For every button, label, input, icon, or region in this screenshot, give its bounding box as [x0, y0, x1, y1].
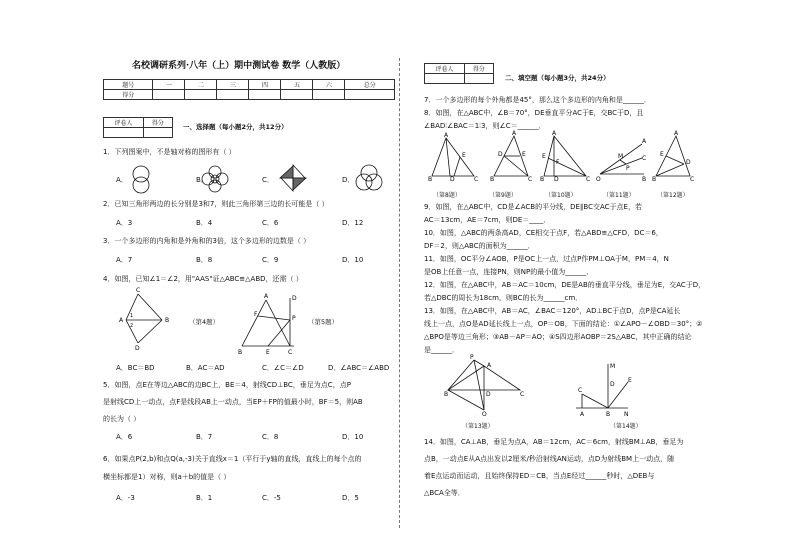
- q5-line2: 是射线CD上一动点，点F是线段AB上一动点，当EP＋FP的值最小时，BF＝5，则AB: [103, 398, 363, 406]
- figure-q9: [490, 132, 532, 182]
- svg-text:C: C: [520, 391, 525, 398]
- q1-opt-c[interactable]: C．: [262, 176, 274, 184]
- q2-opt-a[interactable]: A．3: [116, 219, 133, 227]
- score-cell[interactable]: [281, 90, 313, 100]
- svg-text:D: D: [135, 345, 140, 352]
- grader-cell[interactable]: [104, 128, 144, 138]
- svg-text:C: C: [578, 387, 583, 394]
- fold-line: [399, 58, 400, 528]
- page-title: 名校调研系列·八年（上）期中测试卷 数学（人教版）: [132, 61, 346, 71]
- svg-text:D: D: [554, 176, 559, 183]
- score-cell[interactable]: [313, 90, 345, 100]
- fig13-caption: （第13题）: [462, 423, 494, 430]
- figure-q5: [238, 293, 298, 358]
- score-col-header: 总分: [345, 80, 395, 90]
- q4-opt-a[interactable]: A．BC＝BD: [116, 364, 155, 372]
- q13-line2: 线上一点，点O是AD延长线上一点，OP＝OB，下面的结论：①∠APO－∠OBD＝30°；②: [424, 320, 703, 328]
- svg-text:P: P: [626, 165, 630, 172]
- q1-text: 1．下列图案中，不是轴对称的图形有（ ）: [103, 148, 236, 156]
- figure-q8: [428, 134, 478, 182]
- q14-line3: 着E点运动而运动，且始终保持ED＝CB，当点E经过______秒时，△DEB与: [424, 472, 655, 480]
- q1-opt-d[interactable]: D．: [342, 176, 355, 184]
- svg-text:C: C: [288, 349, 293, 356]
- svg-text:O: O: [482, 411, 487, 418]
- svg-text:B: B: [606, 411, 611, 418]
- svg-text:D: D: [498, 151, 503, 158]
- score-cell[interactable]: [153, 90, 185, 100]
- fig10-caption: （第10题）: [545, 192, 577, 199]
- svg-text:A: A: [580, 411, 585, 418]
- q5-opt-a[interactable]: A．6: [116, 433, 133, 441]
- grader-cell[interactable]: [464, 74, 493, 84]
- fig4-caption: （第4题）: [189, 318, 220, 326]
- q2-text: 2．已知三角形两边的长分别是3和7，则此三角形第三边的长可能是（ ）: [103, 200, 329, 208]
- score-col-header: 一: [153, 80, 185, 90]
- grader-score-label: 得分: [143, 118, 172, 128]
- q6-line1: 6．如果点P(2,b)和点Q(a,-3)关于直线x＝1（平行于y轴的直线，直线上的每个点的: [103, 455, 362, 463]
- q4-opt-b[interactable]: B．AC＝AD: [186, 364, 225, 372]
- score-row-label: 得分: [104, 90, 153, 100]
- q3-opt-b[interactable]: B．8: [196, 256, 213, 264]
- svg-text:C: C: [642, 155, 647, 162]
- fig12-caption: （第12题）: [657, 192, 689, 199]
- svg-text:F: F: [556, 159, 560, 166]
- q1-opt-b[interactable]: B．: [196, 176, 208, 184]
- svg-text:A: A: [444, 132, 449, 139]
- q2-opt-c[interactable]: C．6: [262, 219, 279, 227]
- svg-text:A: A: [512, 130, 517, 137]
- score-col-header: 三: [217, 80, 249, 90]
- svg-text:B: B: [165, 317, 170, 324]
- q9-line2: AC＝13cm，AE＝7cm，则DE＝____．: [424, 216, 551, 224]
- q14-line2: 点B，一动点E从A点出发以2厘米/秒沿射线AN运动，点D为射线BM上一动点，随: [424, 455, 675, 463]
- score-col-header: 五: [281, 80, 313, 90]
- svg-text:D: D: [292, 295, 297, 302]
- svg-text:O: O: [596, 176, 601, 183]
- svg-text:B: B: [490, 176, 495, 183]
- figure-q14: [572, 362, 632, 418]
- q3-opt-c[interactable]: C．9: [262, 256, 279, 264]
- q2-opt-d[interactable]: D．12: [342, 219, 364, 227]
- q5-line1: 5．如图，点E在等边△ABC的边BC上，BE＝4，射线CD⊥BC，垂足为点C，点P: [103, 381, 351, 389]
- svg-text:A: A: [264, 293, 269, 300]
- figure-q13: [444, 354, 526, 418]
- q6-opt-a[interactable]: A．-3: [116, 494, 135, 502]
- figure-pinwheel: [278, 163, 308, 193]
- grader-box-1: [103, 117, 173, 138]
- svg-text:B: B: [652, 176, 657, 183]
- score-cell[interactable]: [345, 90, 395, 100]
- q4-opt-c[interactable]: C．∠C＝∠D: [262, 364, 304, 372]
- svg-text:E: E: [266, 349, 270, 356]
- q5-opt-c[interactable]: C．8: [262, 433, 279, 441]
- svg-text:D: D: [610, 381, 615, 388]
- grader-cell[interactable]: [143, 128, 172, 138]
- svg-text:C: C: [474, 176, 479, 183]
- score-cell[interactable]: [249, 90, 281, 100]
- q3-text: 3．一个多边形的内角和是外角和的3倍，这个多边形的边数是（ ）: [103, 237, 311, 245]
- q5-line3: 的长为（ ）: [103, 415, 141, 423]
- svg-text:A: A: [674, 130, 679, 137]
- svg-text:2: 2: [130, 323, 134, 329]
- q2-opt-b[interactable]: B．4: [196, 219, 213, 227]
- q8-line1: 8．如图，在△ABC中，∠B＝70°，DE垂直平分AC于E，交BC于D，且: [424, 109, 644, 117]
- svg-text:P: P: [292, 315, 296, 322]
- svg-text:B: B: [642, 176, 647, 183]
- q13-line1: 13．如图，在△ABC中，AB＝AC，∠BAC＝120°，AD⊥BC于点D，点P是CA延长: [424, 307, 681, 315]
- q6-opt-d[interactable]: D．5: [342, 494, 359, 502]
- figure-q12: [652, 132, 694, 182]
- q14-line4: △BCA全等．: [424, 489, 465, 497]
- figure-q11: [596, 134, 646, 182]
- q13-line4: 是______．: [424, 346, 459, 354]
- score-table: [103, 79, 395, 100]
- svg-text:E: E: [628, 377, 632, 384]
- section1-heading: 一、选择题（每小题2分，共12分）: [183, 123, 288, 131]
- svg-text:1: 1: [130, 313, 134, 319]
- svg-text:A: A: [552, 130, 557, 137]
- svg-text:A: A: [642, 138, 647, 145]
- grader-score-label: 得分: [464, 64, 493, 74]
- svg-text:N: N: [624, 411, 629, 418]
- q4-opt-d[interactable]: D．∠ABC＝∠ABD: [328, 364, 390, 372]
- svg-text:B: B: [444, 391, 449, 398]
- q5-opt-d[interactable]: D．10: [342, 433, 364, 441]
- fig5-caption: （第5题）: [308, 318, 339, 326]
- svg-text:C: C: [586, 176, 591, 183]
- fig14-caption: （第14题）: [610, 423, 642, 430]
- svg-text:C: C: [528, 176, 533, 183]
- svg-text:E: E: [660, 151, 664, 158]
- svg-text:P: P: [470, 354, 474, 361]
- svg-text:B: B: [540, 176, 545, 183]
- q11-line2: 是OB上任意一点，连接PN，则NP的最小值为______．: [424, 268, 594, 276]
- figure-q4: [116, 288, 176, 350]
- svg-text:A: A: [487, 362, 492, 369]
- svg-text:A: A: [119, 317, 124, 324]
- q13-line3: △BPO是等边三角形；③AB－AP＝AO；④S四边形AOBP＝2S△ABC，其中正确的结论: [424, 333, 692, 341]
- score-col-header: 二: [185, 80, 217, 90]
- q3-opt-a[interactable]: A．7: [116, 256, 133, 264]
- q12-line1: 12．如图，在△ABC中，AB＝AC＝10cm，DE是AB的垂直平分线，垂足为E，交AC于D，: [424, 281, 706, 289]
- figure-double-circle: [128, 165, 154, 195]
- q4-text: 4．如图，已知∠1＝∠2，用"AAS"证△ABC≌△ABD，还需（ ）: [103, 275, 303, 283]
- score-cell[interactable]: [185, 90, 217, 100]
- svg-text:F: F: [254, 311, 258, 318]
- svg-text:E: E: [542, 153, 546, 160]
- figure-flower: [200, 164, 230, 194]
- fig8-caption: （第8题）: [433, 192, 461, 199]
- svg-text:B: B: [238, 349, 243, 356]
- score-col-header: 六: [313, 80, 345, 90]
- svg-text:E: E: [462, 152, 466, 159]
- grader-label: 评卷人: [425, 64, 465, 74]
- grader-cell[interactable]: [425, 74, 465, 84]
- q1-opt-a[interactable]: A．: [116, 176, 128, 184]
- q6-line2: 横坐标都是1）对称，则a＋b的值是（ ）: [103, 473, 231, 481]
- q8-line2: ∠BAD∶∠BAC＝1∶3，则∠C＝______．: [424, 122, 546, 130]
- figure-q10: [540, 132, 590, 182]
- svg-text:D: D: [486, 391, 491, 398]
- q12-line2: 若△DBC的周长为18cm，则BC的长为______cm．: [424, 294, 583, 302]
- svg-text:D: D: [450, 176, 455, 183]
- score-cell[interactable]: [217, 90, 249, 100]
- svg-text:C: C: [690, 176, 695, 183]
- svg-text:B: B: [428, 176, 433, 183]
- q3-opt-d[interactable]: D．10: [342, 256, 364, 264]
- svg-text:C: C: [136, 287, 141, 294]
- q10-line2: DF＝2，则△ABC的面积为______．: [424, 242, 535, 250]
- q6-opt-b[interactable]: B．1: [196, 494, 213, 502]
- grader-label: 评卷人: [104, 118, 144, 128]
- q9-line1: 9．如图，在△ABC中，CD是∠ACB的平分线，DE∥BC交AC于点E，若: [424, 203, 642, 211]
- q6-opt-c[interactable]: C．-5: [262, 494, 281, 502]
- svg-text:M: M: [618, 153, 624, 160]
- grader-box-2: [424, 63, 494, 84]
- q5-opt-b[interactable]: B．7: [196, 433, 213, 441]
- q14-line1: 14．如图，CA⊥AB，垂足为点A，AB＝12cm，AC＝6cm，射线BM⊥AB，垂足为: [424, 438, 684, 446]
- score-col-header: 四: [249, 80, 281, 90]
- score-row-label: 题号: [104, 80, 153, 90]
- q7-text: 7．一个多边形的每个外角都是45°，那么这个多边形的内角和是______．: [424, 96, 651, 104]
- q10-line1: 10．如图，△ABC的两条高AD，CE相交于点F，若△ABD≌△CFD，DC＝6，: [424, 229, 663, 237]
- svg-text:M: M: [610, 363, 616, 370]
- section2-heading: 二、填空题（每小题3分，共24分）: [505, 74, 610, 82]
- figure-three-rings: [354, 163, 384, 193]
- fig9-caption: （第9题）: [489, 192, 517, 199]
- fig11-caption: （第11题）: [603, 192, 635, 199]
- svg-text:D: D: [686, 159, 691, 166]
- svg-text:E: E: [522, 151, 526, 158]
- q11-line1: 11．如图，OC平分∠AOB，P是OC上一点，过点P作PM⊥OA于M，PM＝4，N: [424, 255, 669, 263]
